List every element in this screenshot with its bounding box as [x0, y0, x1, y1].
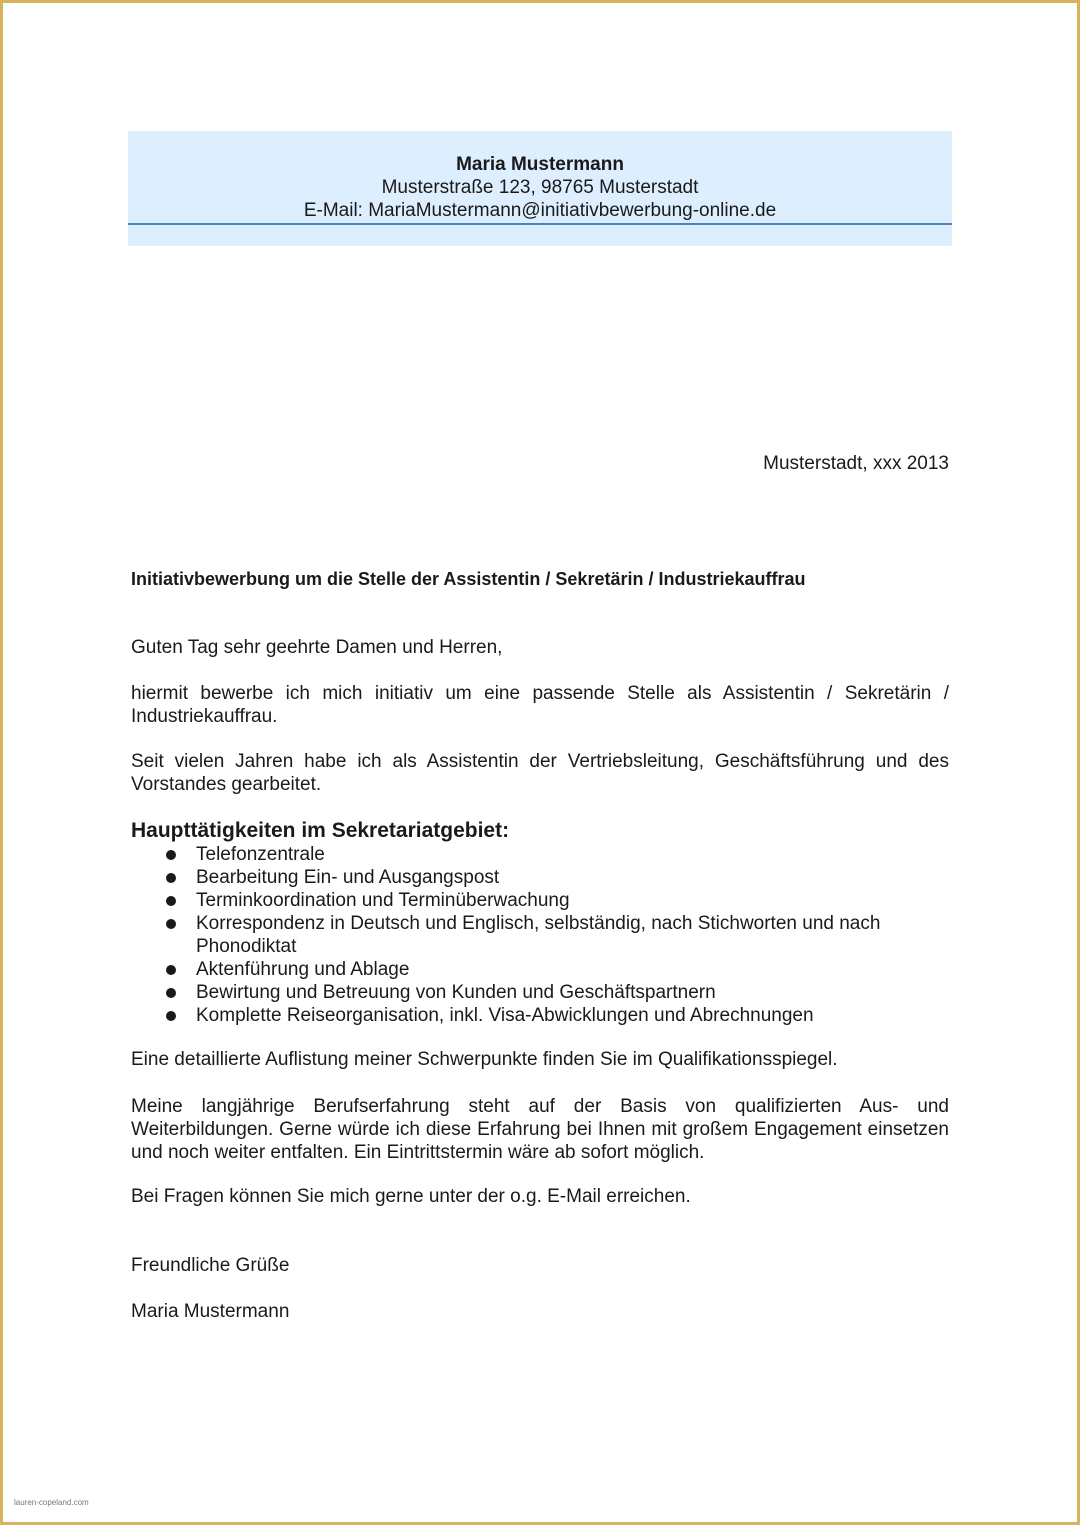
closing: Freundliche Grüße	[131, 1255, 290, 1276]
sender-name: Maria Mustermann	[456, 154, 624, 175]
bullet-icon	[166, 988, 176, 998]
bullet-icon	[166, 896, 176, 906]
list-item-text: Terminkoordination und Terminüberwachung	[196, 890, 570, 911]
list-item	[131, 889, 931, 912]
list-item-text: Telefonzentrale	[196, 844, 325, 865]
list-item-text: Aktenführung und Ablage	[196, 959, 410, 980]
signature-name: Maria Mustermann	[131, 1301, 290, 1322]
paragraph-intro: hiermit bewerbe ich mich initiativ um eine passende Stelle als Assistentin / Sekretärin / Industriekauffrau.	[131, 683, 949, 727]
bullet-icon	[166, 919, 176, 929]
letterhead-divider	[128, 223, 952, 225]
paragraph-contact: Bei Fragen können Sie mich gerne unter der o.g. E-Mail erreichen.	[131, 1186, 691, 1207]
greeting: Guten Tag sehr geehrte Damen und Herren,	[131, 637, 503, 658]
section-heading: Haupttätigkeiten im Sekretariatgebiet:	[131, 819, 510, 842]
sender-address: Musterstraße 123, 98765 Musterstadt	[381, 177, 699, 198]
list-item	[131, 958, 931, 981]
list-item	[131, 1004, 931, 1027]
list-item-text: Bearbeitung Ein- und Ausgangspost	[196, 867, 500, 888]
list-item	[131, 843, 931, 866]
list-item-text: Korrespondenz in Deutsch und Englisch, selbständig, nach Stichworten und nach Phonodiktat	[196, 913, 881, 957]
bullet-icon	[166, 1011, 176, 1021]
list-item	[131, 866, 931, 889]
subject-line: Initiativbewerbung um die Stelle der Assistentin / Sekretärin / Industriekauffrau	[131, 569, 806, 589]
bullet-icon	[166, 850, 176, 860]
bullet-icon	[166, 873, 176, 883]
paragraph-experience: Seit vielen Jahren habe ich als Assistentin der Vertriebsleitung, Geschäftsführung und des Vorstandes gearbeitet.	[131, 751, 949, 795]
letterhead	[128, 131, 952, 246]
sender-email: E-Mail: MariaMustermann@initiativbewerbung-online.de	[303, 200, 777, 221]
watermark: lauren-copeland.com	[14, 1498, 89, 1507]
paragraph-qualifications: Eine detaillierte Auflistung meiner Schwerpunkte finden Sie im Qualifikationsspiegel.	[131, 1049, 838, 1070]
bullet-icon	[166, 965, 176, 975]
task-list	[131, 843, 931, 1027]
list-item	[131, 912, 931, 958]
list-item-text: Komplette Reiseorganisation, inkl. Visa-Abwicklungen und Abrechnungen	[196, 1005, 814, 1026]
place-date: Musterstadt, xxx 2013	[763, 453, 949, 474]
paragraph-career: Meine langjährige Berufserfahrung steht auf der Basis von qualifizierten Aus- und Weiterbildungen. Gerne würde ich diese Erfahrung bei Ihnen mit großem Engagement einsetzen und noch weiter entfalten. Ein Eintrittstermin wäre ab sofort möglich.	[131, 1096, 949, 1163]
list-item-text: Bewirtung und Betreuung von Kunden und Geschäftspartnern	[196, 982, 716, 1003]
list-item	[131, 981, 931, 1004]
